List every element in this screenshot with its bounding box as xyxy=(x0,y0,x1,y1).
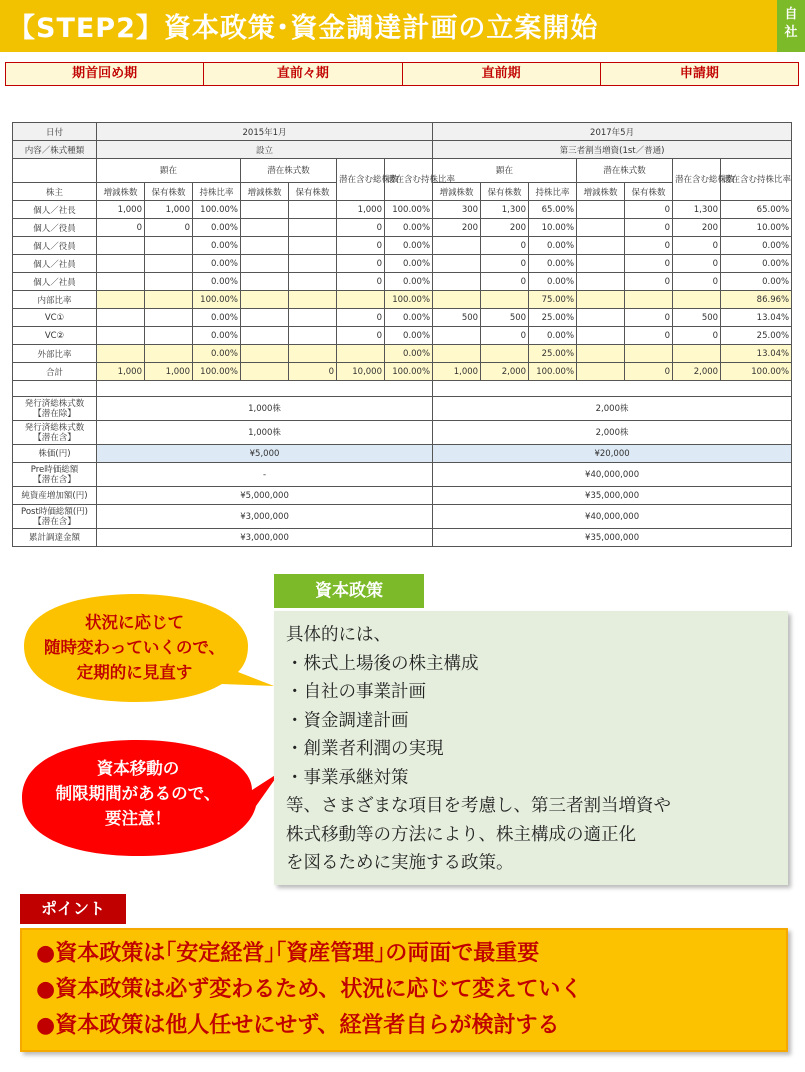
table-row xyxy=(13,291,792,309)
table-cell xyxy=(241,291,289,309)
table-cell: 0.00% xyxy=(193,237,241,255)
table-cell: 0.00% xyxy=(385,219,433,237)
table-cell: 潜在含む総株数 xyxy=(673,159,721,201)
table-cell xyxy=(577,273,625,291)
review-callout xyxy=(12,588,274,710)
table-cell: 0 xyxy=(673,273,721,291)
table-row xyxy=(13,273,792,291)
table-cell xyxy=(241,309,289,327)
table-cell: 0.00% xyxy=(385,345,433,363)
row-label: 累計調達金額 xyxy=(28,532,80,543)
table-cell: 2,000株 xyxy=(433,421,792,445)
table-cell: 個人／役員 xyxy=(13,237,97,255)
table-cell: VC① xyxy=(13,309,97,327)
table-cell: 0.00% xyxy=(385,237,433,255)
table-row xyxy=(13,237,792,255)
point-item: ●資本政策は｢安定経営｣｢資産管理｣の両面で最重要 xyxy=(36,941,540,966)
table-cell: 保有株数 xyxy=(145,183,193,201)
table-cell xyxy=(577,327,625,345)
table-cell: 0.00% xyxy=(193,327,241,345)
table-cell: 合計 xyxy=(13,363,97,381)
table-cell xyxy=(577,309,625,327)
table-cell xyxy=(433,273,481,291)
table-cell: 2015年1月 xyxy=(97,123,433,141)
table-row xyxy=(13,219,792,237)
table-cell xyxy=(13,421,97,445)
table-cell: 0 xyxy=(673,255,721,273)
table-cell: 100.00% xyxy=(193,201,241,219)
panel-line: 具体的には、 xyxy=(286,625,391,645)
table-cell xyxy=(577,363,625,381)
table-cell xyxy=(97,381,433,397)
table-cell xyxy=(433,327,481,345)
panel-line: 株式移動等の方法により、株主構成の適正化 xyxy=(286,824,636,845)
table-cell: 0 xyxy=(625,273,673,291)
table-cell: 潜在含む総株数 xyxy=(337,159,385,201)
table-cell: ¥3,000,000 xyxy=(97,529,433,547)
table-cell xyxy=(97,237,145,255)
table-cell: 個人／社員 xyxy=(13,255,97,273)
table-cell: 1,000 xyxy=(337,201,385,219)
point-tab: ポイント xyxy=(20,894,126,924)
table-cell: 1,000 xyxy=(145,363,193,381)
table-cell: 潜在株式数 xyxy=(577,159,673,183)
table-row xyxy=(13,201,792,219)
table-cell: 1,000 xyxy=(97,201,145,219)
table-cell: 持株比率 xyxy=(193,183,241,201)
table-cell: VC② xyxy=(13,327,97,345)
table-cell: 100.00% xyxy=(721,363,792,381)
table-cell xyxy=(289,345,337,363)
table-cell xyxy=(241,327,289,345)
table-cell: 0 xyxy=(145,219,193,237)
table-cell xyxy=(241,273,289,291)
table-cell: 潜在含む持株比率 xyxy=(385,159,433,201)
table-cell xyxy=(577,201,625,219)
table-cell xyxy=(145,291,193,309)
table-cell: 個人／役員 xyxy=(13,219,97,237)
table-cell: 増減株数 xyxy=(241,183,289,201)
jisha-tag xyxy=(777,0,805,52)
table-cell xyxy=(241,237,289,255)
table-cell: 設立 xyxy=(97,141,433,159)
point-item: ●資本政策は必ず変わるため、状況に応じて変えていく xyxy=(36,977,583,1002)
table-cell xyxy=(13,397,97,421)
table-cell xyxy=(289,309,337,327)
table-cell: 25.00% xyxy=(529,309,577,327)
table-cell xyxy=(289,201,337,219)
table-cell xyxy=(241,345,289,363)
row-label: 発行済総株式数 xyxy=(24,422,85,433)
table-row xyxy=(13,421,792,445)
table-cell: 100.00% xyxy=(193,363,241,381)
table-cell: 0 xyxy=(337,309,385,327)
table-cell: 1,000株 xyxy=(97,421,433,445)
phase-item: 直前々期 xyxy=(204,62,402,86)
review-callout-line: 状況に応じて xyxy=(85,613,184,632)
table-row xyxy=(13,141,792,159)
table-cell: ¥20,000 xyxy=(433,445,792,463)
table-cell xyxy=(289,273,337,291)
table-cell xyxy=(433,345,481,363)
table-cell xyxy=(145,327,193,345)
table-row xyxy=(13,309,792,327)
table-cell: 65.00% xyxy=(721,201,792,219)
table-cell: 保有株数 xyxy=(481,183,529,201)
table-cell: 13.04% xyxy=(721,345,792,363)
table-cell: 500 xyxy=(481,309,529,327)
table-cell: 0.00% xyxy=(721,273,792,291)
table-cell xyxy=(625,345,673,363)
table-cell: 10.00% xyxy=(529,219,577,237)
table-cell: 保有株数 xyxy=(289,183,337,201)
table-cell: 1,000 xyxy=(145,201,193,219)
table-cell: 第三者割当増資(1st／普通) xyxy=(433,141,792,159)
capital-policy-tab: 資本政策 xyxy=(274,574,424,608)
table-cell: 0.00% xyxy=(385,327,433,345)
table-cell xyxy=(241,255,289,273)
table-cell: 0.00% xyxy=(385,273,433,291)
page-title: 【STEP2】資本政策･資金調達計画の立案開始 xyxy=(8,13,599,44)
table-cell xyxy=(145,345,193,363)
table-cell: 0.00% xyxy=(529,255,577,273)
table-cell: 0 xyxy=(625,237,673,255)
table-cell: 1,300 xyxy=(673,201,721,219)
table-row xyxy=(13,487,792,505)
table-cell: 株主 xyxy=(13,183,97,201)
table-cell: 0 xyxy=(337,327,385,345)
table-cell: 10,000 xyxy=(337,363,385,381)
table-cell: 0 xyxy=(625,201,673,219)
row-label: 株価(円) xyxy=(38,448,71,459)
row-label: 純資産増加額(円) xyxy=(21,490,88,501)
table-cell xyxy=(337,291,385,309)
table-cell: 0.00% xyxy=(193,219,241,237)
table-cell xyxy=(433,255,481,273)
table-cell xyxy=(481,345,529,363)
row-label: 発行済総株式数 xyxy=(24,398,85,409)
table-cell: 潜在株式数 xyxy=(241,159,337,183)
table-cell: 2,000 xyxy=(673,363,721,381)
table-cell xyxy=(481,291,529,309)
panel-line: を図るために実施する政策。 xyxy=(286,853,514,873)
table-cell: 100.00% xyxy=(385,363,433,381)
table-cell: ¥40,000,000 xyxy=(433,463,792,487)
table-cell xyxy=(577,345,625,363)
table-cell xyxy=(13,505,97,529)
table-cell: 0.00% xyxy=(193,273,241,291)
caution-callout xyxy=(18,732,280,862)
table-cell: 100.00% xyxy=(385,201,433,219)
table-cell: 65.00% xyxy=(529,201,577,219)
table-cell: 顕在 xyxy=(97,159,241,183)
table-cell: 0 xyxy=(625,327,673,345)
table-cell: 顕在 xyxy=(433,159,577,183)
table-cell xyxy=(625,291,673,309)
table-cell xyxy=(577,237,625,255)
table-cell: 0 xyxy=(625,363,673,381)
caution-callout-line: 資本移動の xyxy=(96,759,180,778)
table-cell: 300 xyxy=(433,201,481,219)
table-cell: 75.00% xyxy=(529,291,577,309)
table-cell: 0 xyxy=(673,237,721,255)
table-cell xyxy=(433,291,481,309)
table-row xyxy=(13,363,792,381)
panel-line: ・資金調達計画 xyxy=(286,710,409,731)
capital-policy-table xyxy=(12,122,792,547)
table-cell: 1,300 xyxy=(481,201,529,219)
table-cell xyxy=(97,291,145,309)
capital-policy-panel xyxy=(274,611,788,885)
table-cell: 0 xyxy=(625,255,673,273)
table-cell: 0 xyxy=(337,219,385,237)
table-cell: 500 xyxy=(433,309,481,327)
table-cell xyxy=(13,463,97,487)
table-cell xyxy=(145,237,193,255)
table-cell xyxy=(97,273,145,291)
row-label: 【潜在含】 xyxy=(33,432,76,443)
row-label: 【潜在含】 xyxy=(33,474,76,485)
table-cell: 増減株数 xyxy=(577,183,625,201)
table-cell: ¥35,000,000 xyxy=(433,529,792,547)
table-cell: ¥3,000,000 xyxy=(97,505,433,529)
table-cell: 外部比率 xyxy=(13,345,97,363)
row-label: 【潜在含】 xyxy=(33,516,76,527)
phase-bar xyxy=(5,62,799,86)
panel-line: ・創業者利潤の実現 xyxy=(286,739,444,759)
table-cell: 0 xyxy=(337,237,385,255)
table-row xyxy=(13,445,792,463)
table-cell xyxy=(289,291,337,309)
table-cell: 0.00% xyxy=(529,237,577,255)
table-cell: 0 xyxy=(289,363,337,381)
table-cell: 2,000 xyxy=(481,363,529,381)
table-cell: 内容／株式種類 xyxy=(13,141,97,159)
table-cell: 増減株数 xyxy=(433,183,481,201)
table-row xyxy=(13,345,792,363)
table-cell xyxy=(289,237,337,255)
table-cell xyxy=(241,201,289,219)
table-cell xyxy=(289,219,337,237)
table-cell xyxy=(13,529,97,547)
table-cell xyxy=(13,445,97,463)
panel-line: ・自社の事業計画 xyxy=(286,682,426,702)
table-cell: 0 xyxy=(337,255,385,273)
table-cell xyxy=(145,255,193,273)
table-cell: 200 xyxy=(433,219,481,237)
table-row xyxy=(13,505,792,529)
table-row xyxy=(13,255,792,273)
phase-item: 直前期 xyxy=(403,62,601,86)
table-cell xyxy=(97,255,145,273)
panel-line: ・株式上場後の株主構成 xyxy=(286,653,479,674)
table-cell xyxy=(145,309,193,327)
table-cell: 0 xyxy=(481,255,529,273)
table-cell: 0.00% xyxy=(721,237,792,255)
table-cell: 86.96% xyxy=(721,291,792,309)
table-cell: 保有株数 xyxy=(625,183,673,201)
table-cell: 個人／社員 xyxy=(13,273,97,291)
table-cell: 0.00% xyxy=(385,309,433,327)
panel-line: ・事業承継対策 xyxy=(286,767,409,788)
title-banner xyxy=(0,0,805,52)
table-cell: 1,000 xyxy=(97,363,145,381)
table-cell: ¥40,000,000 xyxy=(433,505,792,529)
table-cell xyxy=(433,237,481,255)
table-row xyxy=(13,123,792,141)
table-cell xyxy=(97,345,145,363)
table-cell: 100.00% xyxy=(193,291,241,309)
table-cell xyxy=(13,487,97,505)
table-cell: - xyxy=(97,463,433,487)
table-cell: 0 xyxy=(481,237,529,255)
table-cell: 0 xyxy=(481,327,529,345)
table-cell: 13.04% xyxy=(721,309,792,327)
table-cell: 0.00% xyxy=(529,273,577,291)
table-cell: 0.00% xyxy=(193,345,241,363)
table-cell: 100.00% xyxy=(529,363,577,381)
table-cell: 200 xyxy=(673,219,721,237)
table-cell: 増減株数 xyxy=(97,183,145,201)
review-callout-line: 定期的に見直す xyxy=(76,663,193,682)
point-item: ●資本政策は他人任せにせず、経営者自らが検討する xyxy=(36,1013,560,1038)
table-cell: 日付 xyxy=(13,123,97,141)
table-cell: 0.00% xyxy=(193,309,241,327)
table-cell: 0.00% xyxy=(529,327,577,345)
table-cell: 0 xyxy=(97,219,145,237)
jisha-tag-label: 自社 xyxy=(784,7,798,40)
caution-callout-line: 要注意！ xyxy=(105,809,171,828)
table-cell: 0 xyxy=(625,219,673,237)
point-box xyxy=(20,928,788,1052)
table-cell xyxy=(241,219,289,237)
table-cell: ¥5,000,000 xyxy=(97,487,433,505)
table-cell: 1,000株 xyxy=(97,397,433,421)
caution-callout-line: 制限期間があるので、 xyxy=(55,784,221,803)
table-cell xyxy=(13,159,97,183)
table-cell xyxy=(145,273,193,291)
table-cell xyxy=(97,309,145,327)
table-cell xyxy=(289,327,337,345)
table-cell: 25.00% xyxy=(529,345,577,363)
table-cell: 500 xyxy=(673,309,721,327)
table-row xyxy=(13,327,792,345)
table-cell: 0.00% xyxy=(721,255,792,273)
table-cell: 0 xyxy=(673,327,721,345)
table-cell: 200 xyxy=(481,219,529,237)
table-cell: 25.00% xyxy=(721,327,792,345)
table-cell: 0.00% xyxy=(385,255,433,273)
row-label: Pre時価総額 xyxy=(30,464,79,475)
table-cell: 10.00% xyxy=(721,219,792,237)
review-callout-line: 随時変わっていくので、 xyxy=(43,638,225,657)
table-cell xyxy=(577,291,625,309)
table-row xyxy=(13,529,792,547)
table-cell xyxy=(337,345,385,363)
table-row xyxy=(13,397,792,421)
phase-item: 期首回め期 xyxy=(5,62,204,86)
panel-line: 等、さまざまな項目を考慮し、第三者割当増資や xyxy=(286,796,671,816)
table-cell: 2017年5月 xyxy=(433,123,792,141)
table-cell xyxy=(577,255,625,273)
table-cell: 2,000株 xyxy=(433,397,792,421)
phase-item: 申請期 xyxy=(601,62,799,86)
table-cell: 持株比率 xyxy=(529,183,577,201)
table-cell xyxy=(673,291,721,309)
table-row xyxy=(13,381,792,397)
table-cell xyxy=(673,345,721,363)
table-cell: 内部比率 xyxy=(13,291,97,309)
table-cell: 個人／社長 xyxy=(13,201,97,219)
table-cell xyxy=(577,219,625,237)
table-cell: 1,000 xyxy=(433,363,481,381)
table-cell: 潜在含む持株比率 xyxy=(721,159,792,201)
table-cell: 0.00% xyxy=(193,255,241,273)
table-cell: ¥5,000 xyxy=(97,445,433,463)
table-cell: 0 xyxy=(481,273,529,291)
table-cell: ¥35,000,000 xyxy=(433,487,792,505)
table-cell xyxy=(241,363,289,381)
table-cell: 100.00% xyxy=(385,291,433,309)
row-label: Post時価総額(円) xyxy=(21,506,88,517)
table-cell xyxy=(13,381,97,397)
table-row xyxy=(13,463,792,487)
table-cell: 0 xyxy=(337,273,385,291)
table-cell: 0 xyxy=(625,309,673,327)
table-cell xyxy=(433,381,792,397)
table-cell xyxy=(97,327,145,345)
table-row xyxy=(13,159,792,183)
row-label: 【潜在除】 xyxy=(33,408,76,419)
table-cell xyxy=(289,255,337,273)
